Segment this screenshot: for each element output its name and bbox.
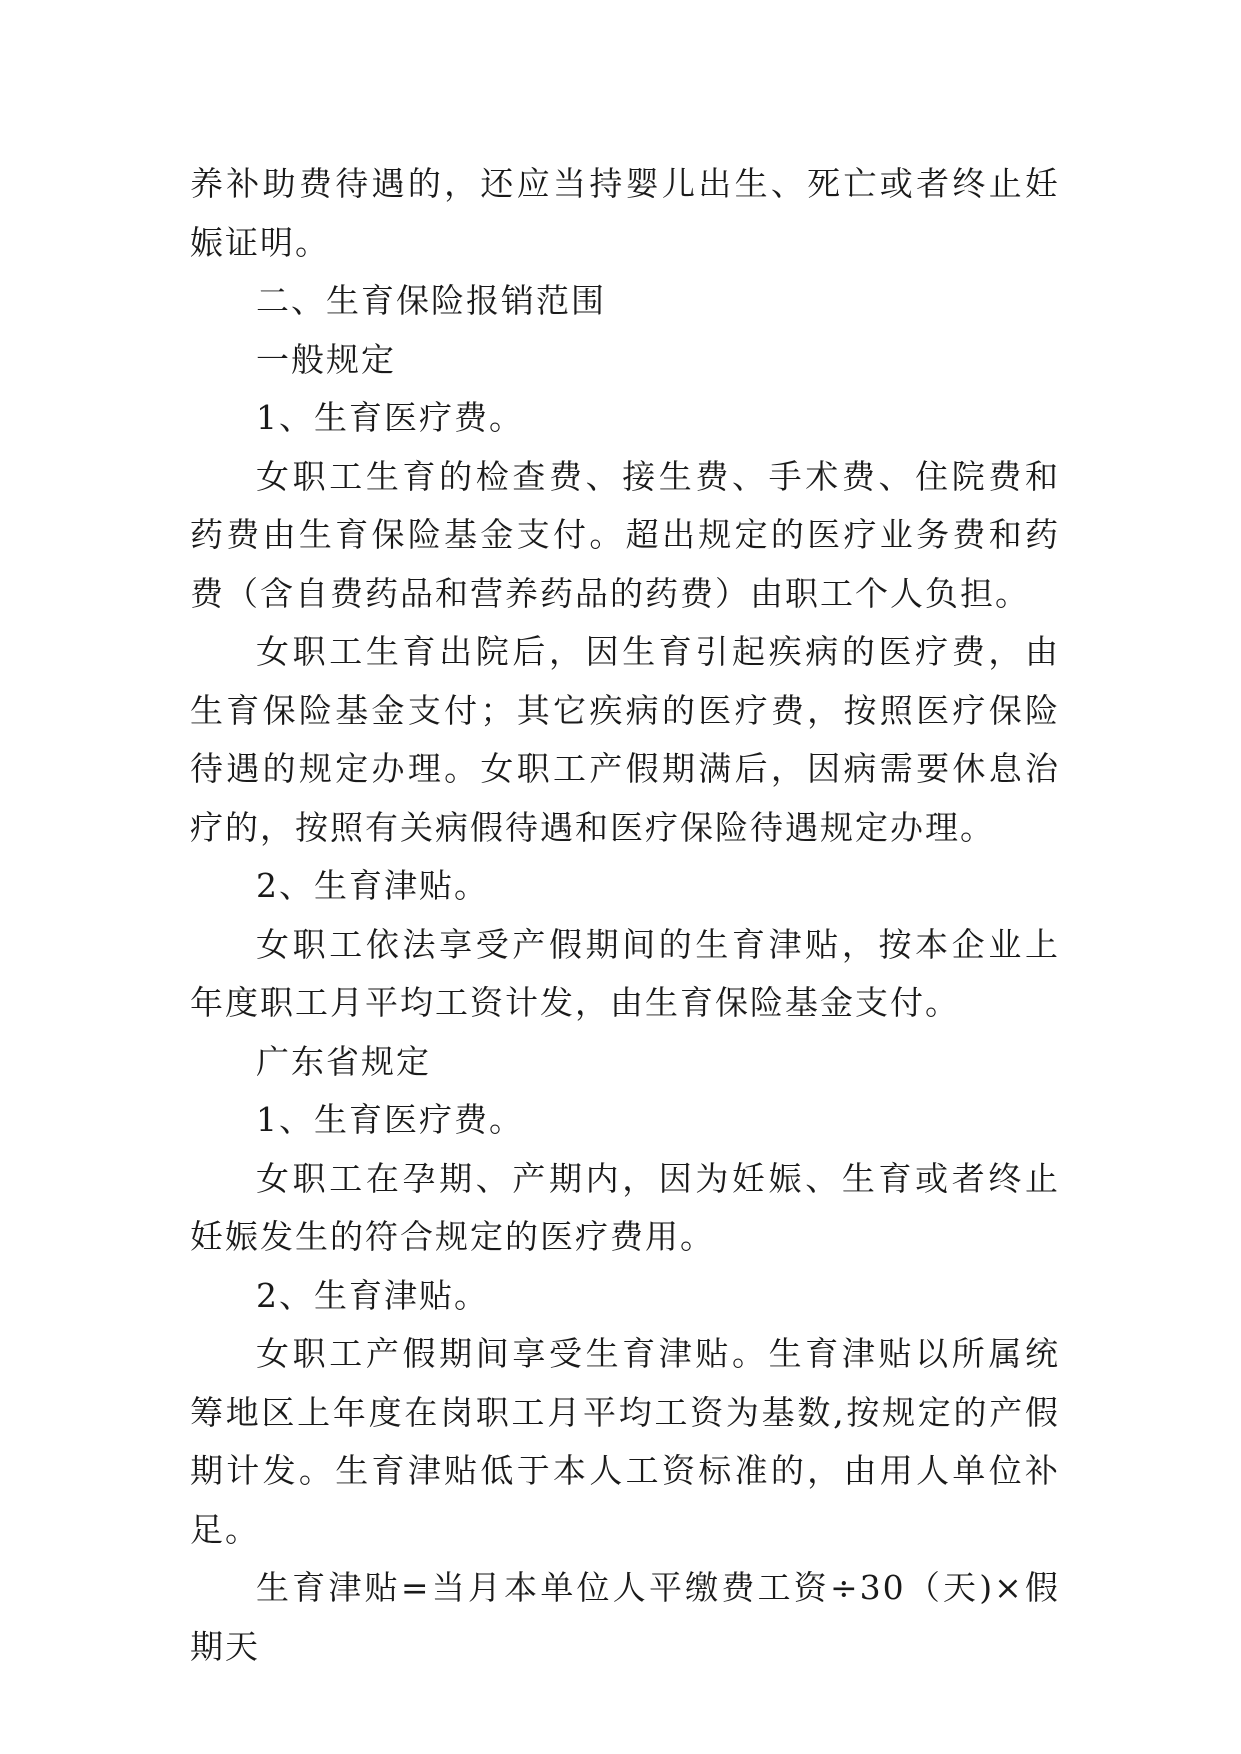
list-item-heading: 2、生育津贴。 bbox=[256, 866, 489, 905]
paragraph: 女职工生育的检查费、接生费、手术费、住院费和药费由生育保险基金支付。超出规定的医疗业务费和药费（含自费药品和营养药品的药费）由职工个人负担。 bbox=[190, 456, 1060, 613]
paragraph: 女职工生育出院后，因生育引起疾病的医疗费，由生育保险基金支付；其它疾病的医疗费，按照医疗保险待遇的规定办理。女职工产假期满后，因病需要休息治疗的，按照有关病假待遇和医疗保险待遇规定办理。 bbox=[190, 632, 1060, 847]
formula-paragraph: 生育津贴=当月本单位人平缴费工资÷30（天)×假期天 bbox=[190, 1568, 1060, 1666]
section-heading: 二、生育保险报销范围 bbox=[256, 281, 606, 320]
list-item-heading: 1、生育医疗费。 bbox=[256, 398, 524, 437]
list-item-heading: 1、生育医疗费。 bbox=[256, 1100, 524, 1139]
list-item-heading: 2、生育津贴。 bbox=[256, 1275, 489, 1315]
document-body bbox=[190, 155, 1060, 1676]
paragraph: 女职工依法享受产假期间的生育津贴，按本企业上年度职工月平均工资计发，由生育保险基金支付。 bbox=[190, 924, 1060, 1022]
paragraph: 女职工在孕期、产期内，因为妊娠、生育或者终止妊娠发生的符合规定的医疗费用。 bbox=[190, 1158, 1060, 1256]
subsection-heading: 广东省规定 bbox=[256, 1041, 431, 1081]
paragraph: 女职工产假期间享受生育津贴。生育津贴以所属统筹地区上年度在岗职工月平均工资为基数,按规定的产假期计发。生育津贴低于本人工资标准的，由用人单位补足。 bbox=[190, 1334, 1060, 1549]
subsection-heading: 一般规定 bbox=[256, 339, 396, 379]
paragraph: 养补助费待遇的，还应当持婴儿出生、死亡或者终止妊娠证明。 bbox=[190, 164, 1060, 262]
